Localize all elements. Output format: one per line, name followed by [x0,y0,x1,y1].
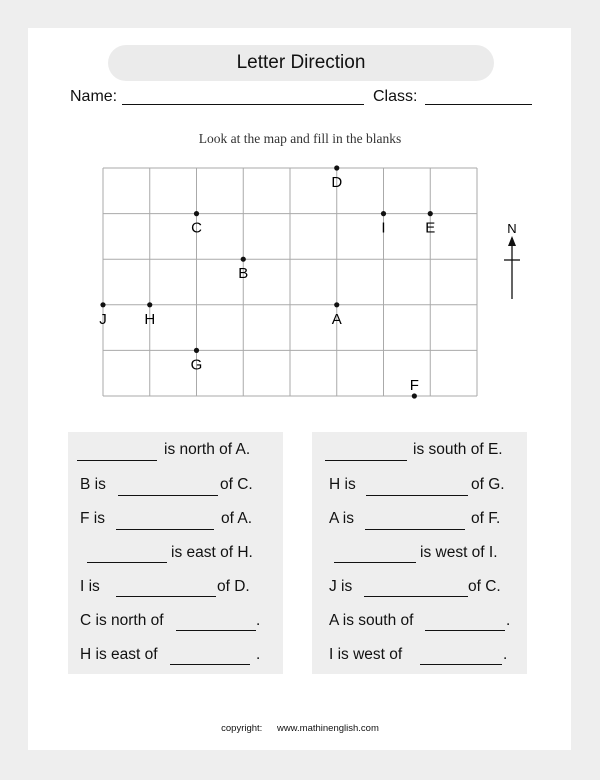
question-text: of G. [471,476,505,493]
question-text: I is west of [329,646,403,663]
footer [0,723,600,734]
question-text: A is south of [329,612,414,629]
question-text: . [256,646,261,663]
compass-label: N [507,221,517,236]
map-point-e [428,211,433,216]
instruction-text: Look at the map and fill in the blanks [198,131,402,146]
map-point-c [194,211,199,216]
answer-blank[interactable] [365,529,465,530]
question-text: F is [80,510,105,527]
questions-panel-right [312,432,527,674]
map-point-i [381,211,386,216]
map-point-a [334,302,339,307]
question-text: B is [80,476,106,493]
map-label-c: C [191,219,202,237]
answer-blank[interactable] [116,529,214,530]
question-text: of C. [220,476,253,493]
answer-blank[interactable] [170,664,250,665]
answer-blank[interactable] [118,495,218,496]
compass-north-arrow-icon [504,221,520,299]
question-text: of D. [217,578,250,595]
question-text: of C. [468,578,501,595]
question-text: J is [329,578,353,595]
question-text: A is [329,510,354,527]
answer-blank[interactable] [176,630,256,631]
name-label: Name: [70,88,118,105]
class-label: Class: [373,88,418,105]
map-label-a: A [331,310,342,328]
question-text: C is north of [80,612,164,629]
answer-blank[interactable] [364,596,468,597]
answer-blank[interactable] [87,562,167,563]
answer-blank[interactable] [325,460,407,461]
map-point-h [147,302,152,307]
map-point-b [241,257,246,262]
answer-blank[interactable] [334,562,416,563]
map-point-f [412,393,417,398]
question-text: H is [329,476,356,493]
question-text: . [503,646,508,663]
question-text: is south of E. [413,441,503,458]
map-label-f: F [409,377,419,394]
map-point-j [100,302,105,307]
map-label-i: I [381,219,386,237]
map-label-d: D [331,174,343,191]
map-label-e: E [425,219,436,237]
question-text: . [256,612,261,629]
question-text: I is [80,578,100,595]
map-label-g: G [190,356,203,374]
footer-label: copyright: [221,723,263,734]
footer-website: www.mathinenglish.com [276,723,379,734]
answer-blank[interactable] [116,596,216,597]
answer-blank[interactable] [366,495,468,496]
questions-panel-left [68,432,283,674]
question-text: . [506,612,511,629]
worksheet-title: Letter Direction [108,45,494,81]
question-text: of F. [471,510,501,527]
question-text: H is east of [80,646,158,663]
question-text: is west of I. [420,544,498,561]
map-point-g [194,348,199,353]
answer-blank[interactable] [77,460,157,461]
map-grid [103,168,477,396]
answer-blank[interactable] [420,664,502,665]
map-label-h: H [144,310,156,328]
map-label-b: B [238,265,249,283]
answer-blank[interactable] [425,630,505,631]
question-text: is north of A. [164,441,251,458]
map-label-j: J [99,310,107,328]
map-point-d [334,165,339,170]
question-text: is east of H. [171,544,253,561]
question-text: of A. [221,510,253,527]
